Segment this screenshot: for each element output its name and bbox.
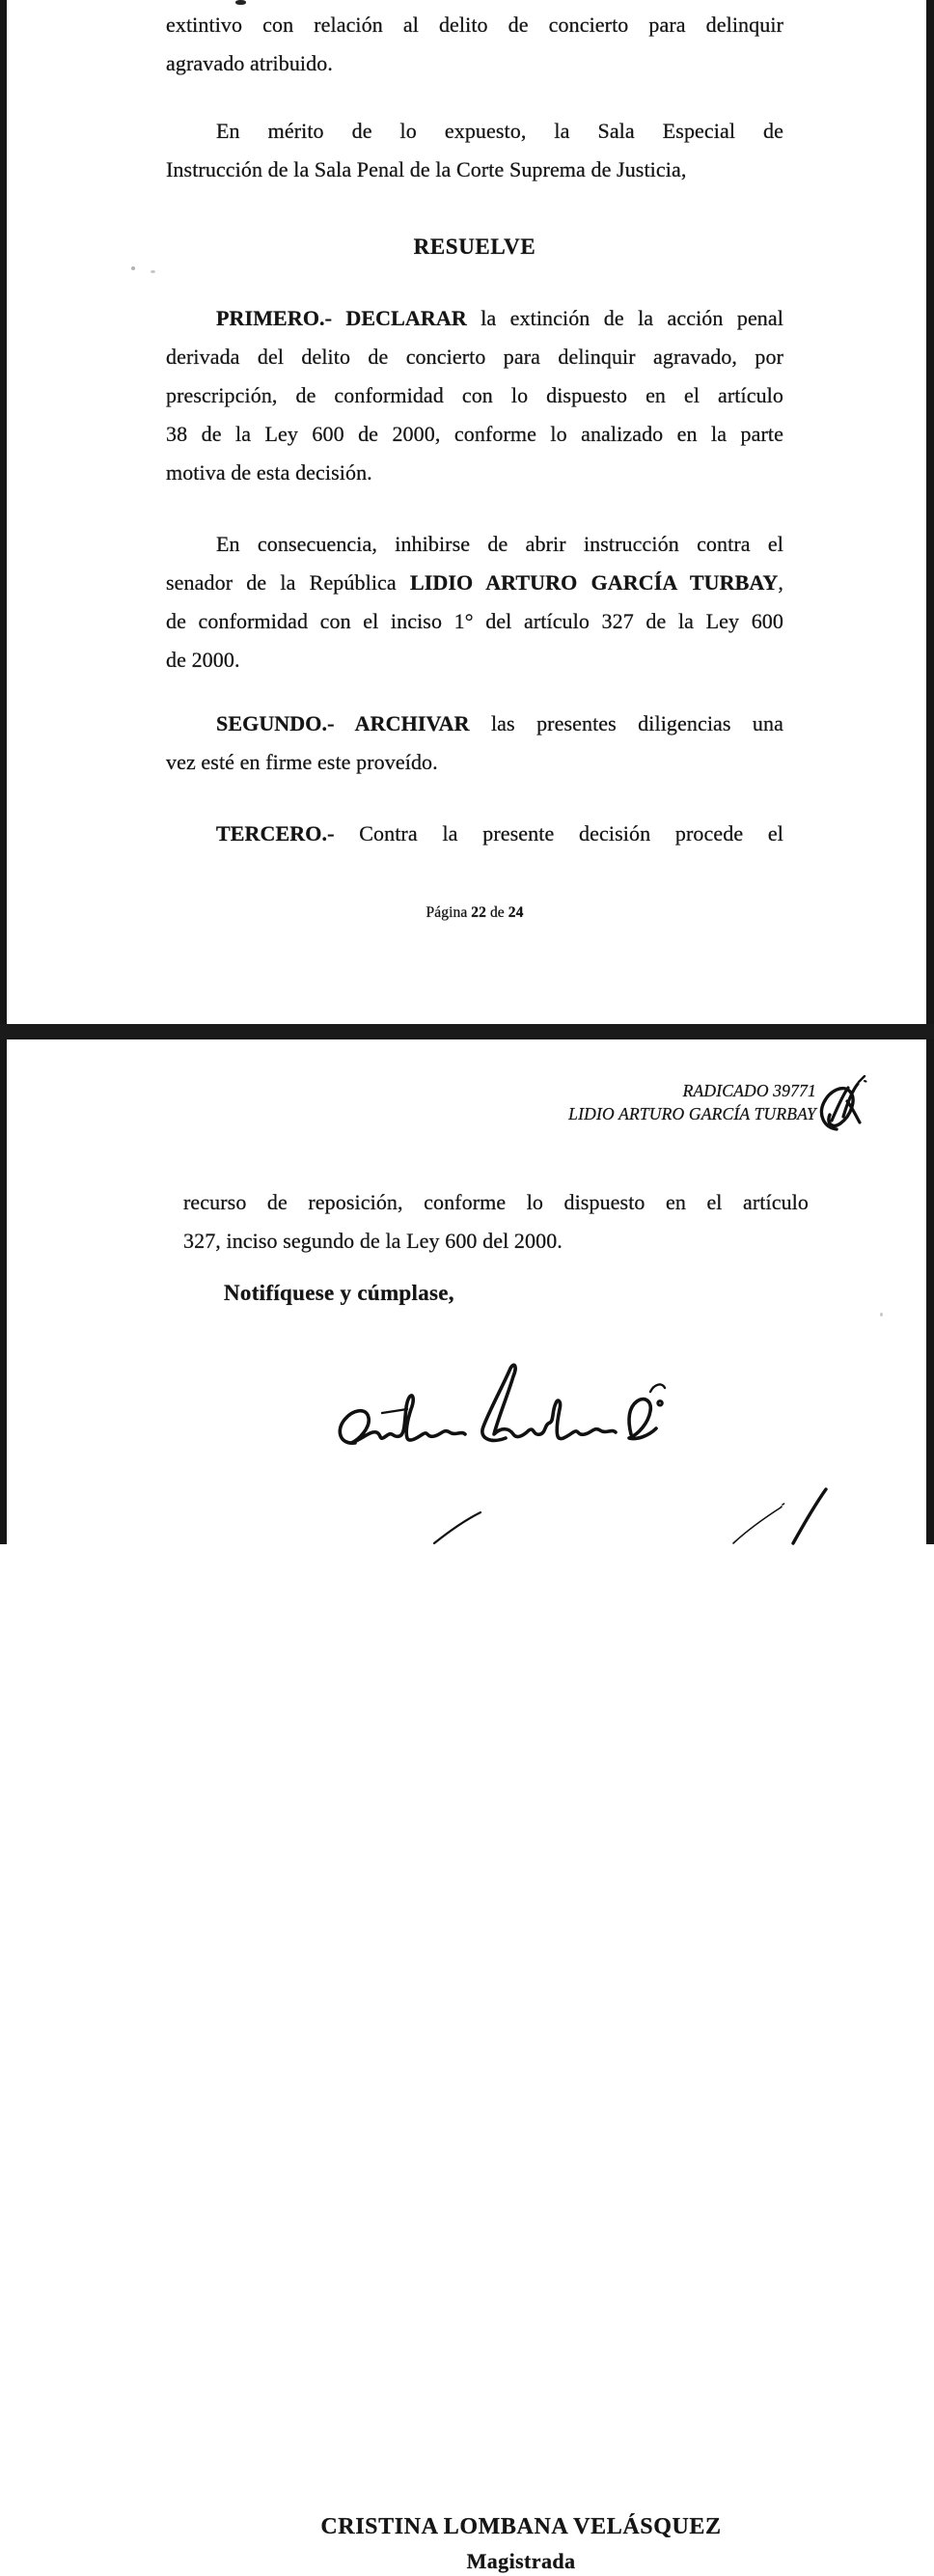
page-number-footer [166, 901, 783, 925]
body-line: de 2000. [166, 648, 240, 672]
body-line: 38 de la Ley 600 de 2000, conforme lo analizado en la parte [166, 422, 783, 446]
text-run: la extinción de la acción penal [466, 306, 783, 330]
paragraph-segundo [166, 705, 783, 782]
document-page-2 [0, 1039, 934, 2573]
paragraph-recurso [183, 1183, 809, 1260]
body-line: agravado atribuido. [166, 51, 333, 75]
document-page-1 [0, 0, 934, 1024]
body-line: recurso de reposición, conforme lo dispuesto en el artículo [183, 1190, 809, 1214]
body-line: de conformidad con el inciso 1° del artículo 327 de la Ley 600 [166, 609, 783, 633]
body-line: En consecuencia, inhibirse de abrir instrucción contra el [216, 532, 783, 556]
body-line: 327, inciso segundo de la Ley 600 del 2000. [183, 1229, 563, 1253]
paragraph-primero [166, 299, 783, 492]
body-line: vez esté en firme este proveído. [166, 750, 438, 774]
paragraph-tercero [166, 815, 783, 853]
magistrate-title: Magistrada [466, 2549, 576, 2573]
text-run: , [778, 570, 783, 595]
body-line [166, 705, 783, 743]
body-line: extintivo con relación al delito de concierto para delinquir [166, 13, 783, 37]
footer-text: Página [426, 904, 472, 921]
footer-total-pages: 24 [508, 904, 524, 921]
text-run: las presentes diligencias una [469, 711, 783, 735]
resuelve-heading: RESUELVE [413, 235, 536, 259]
magistrate-signature [326, 1349, 707, 1477]
paragraph-consecuencia [166, 525, 783, 679]
footer-page-number: 22 [471, 904, 486, 921]
bold-run: TERCERO.- [216, 821, 335, 845]
body-line: prescripción, de conformidad con lo dispuesto en el artículo [166, 383, 783, 407]
body-line: En mérito de lo expuesto, la Sala Especial de [216, 119, 783, 143]
text-run: Contra la presente decisión procede el [334, 821, 783, 845]
stray-pen-strokes [405, 1482, 931, 1544]
body-line [166, 564, 783, 602]
case-header [430, 1079, 816, 1125]
closing-formula: Notifíquese y cúmplase, [224, 1281, 454, 1305]
radicado-number: RADICADO 39771 [682, 1081, 816, 1100]
body-line: Instrucción de la Sala Penal de la Corte Suprema de Justicia, [166, 157, 687, 181]
paragraph-intro [166, 6, 783, 83]
bold-run: PRIMERO.- DECLARAR [216, 306, 467, 330]
body-line: derivada del delito de concierto para delinquir agravado, por [166, 345, 783, 369]
body-line [166, 299, 783, 338]
bold-run: SEGUNDO.- ARCHIVAR [216, 711, 470, 735]
footer-text: de [485, 904, 508, 921]
magistrate-name: CRISTINA LOMBANA VELÁSQUEZ [320, 2514, 722, 2539]
body-line [166, 815, 783, 853]
page-break-bar [0, 1024, 934, 1039]
magistrate-initials-signature [815, 1073, 867, 1145]
defendant-name: LIDIO ARTURO GARCÍA TURBAY [568, 1104, 816, 1123]
body-line: motiva de esta decisión. [166, 460, 372, 485]
bold-run: LIDIO ARTURO GARCÍA TURBAY [409, 570, 779, 595]
paragraph-merito [166, 112, 783, 189]
text-run: senador de la República [166, 570, 410, 595]
